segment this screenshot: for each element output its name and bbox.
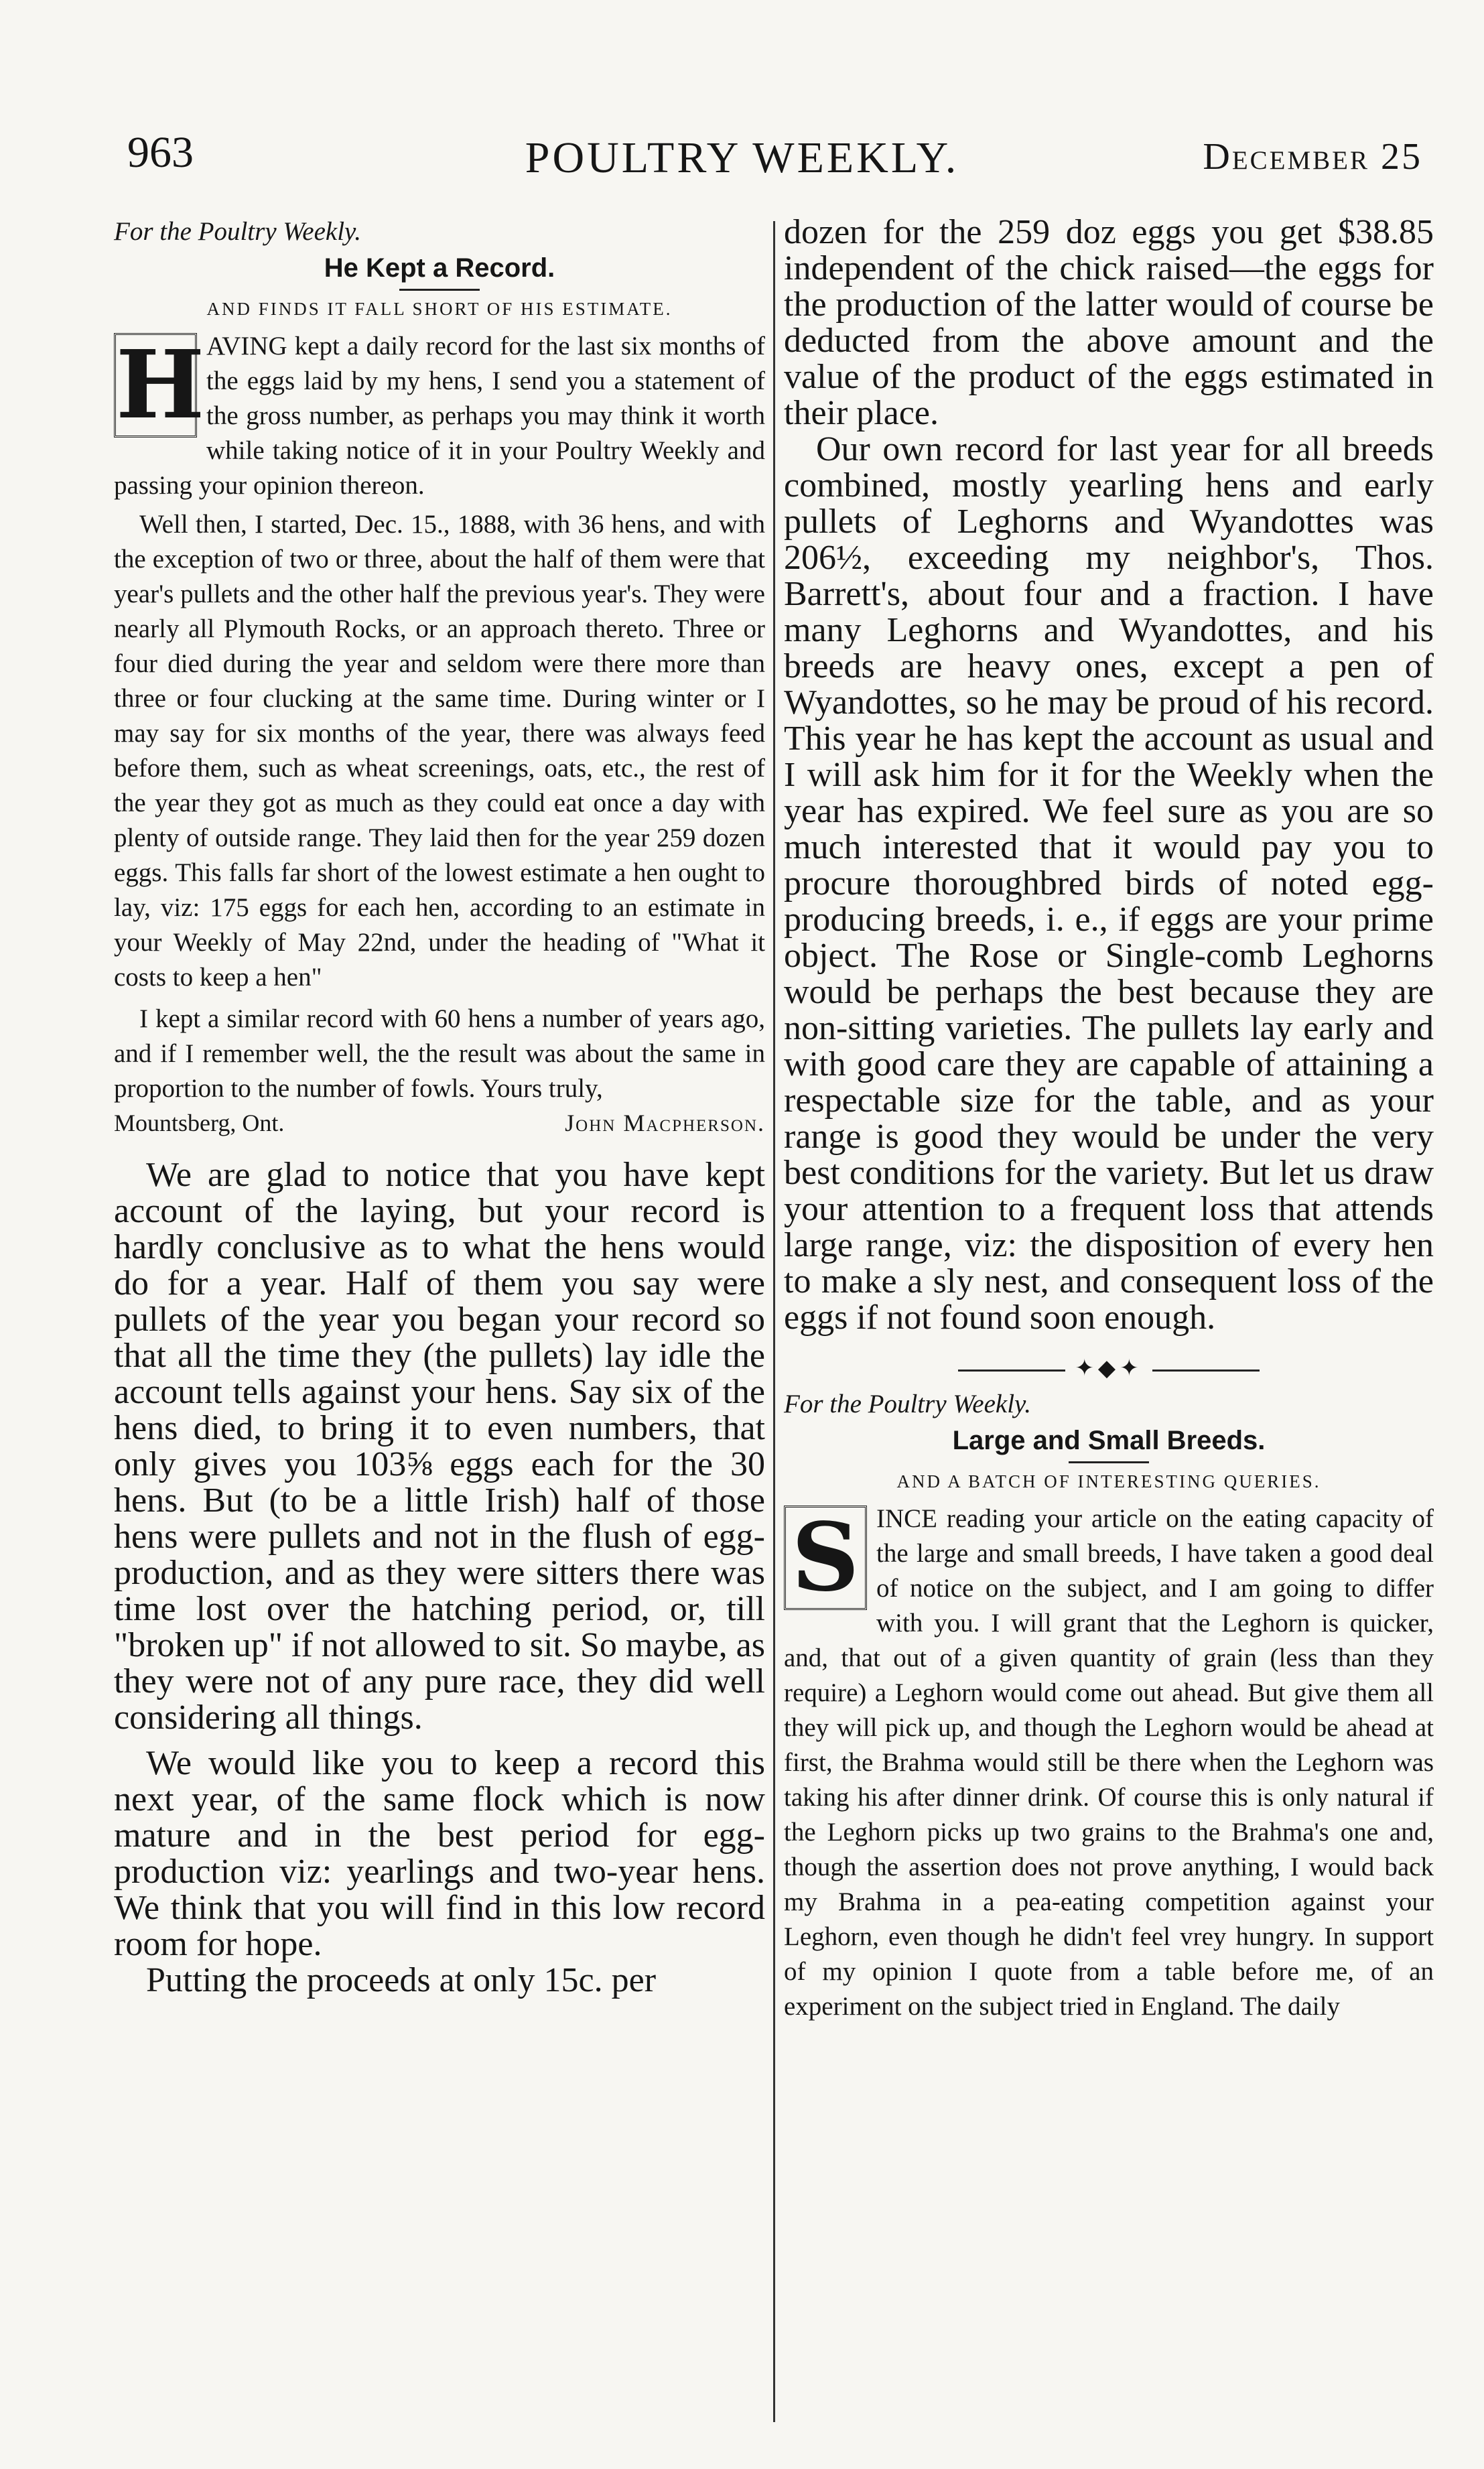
right-column [784,214,1434,2024]
issue-date: December 25 [1203,136,1422,178]
article-source-line: For the Poultry Weekly. [784,1390,1031,1418]
heading-rule [1069,1461,1149,1463]
signature-name: John Macpherson. [565,1110,765,1136]
letter-paragraph: AVING kept a daily record for the last six months of the eggs laid by my hens, I send you a statement of the gross number, as perhaps you may think it worth while taking notice of it in your Poultry Weekly and passing your opinion thereon. [114,332,765,500]
editorial-paragraph: We are glad to notice that you have kept account of the laying, but your record is hardly conclusive as to what the hens would do for a year. Half of them you say were pullets of the year you began your record so that all the time they (the pullets) lay idle the account tells against your hens. Say six of the hens died, to bring it to even numbers, that only gives you 103⅝ eggs each for the 30 hens. But (to be a little Irish) half of those hens were pullets and not in the flush of egg-production, and as they were sitters there was time lost over the hatching period, or, till "broken up" if not allowed to sit. So maybe, as they were not of any pure race, they did well considering all things. [114,1156,765,1737]
left-column [114,214,765,1999]
ornament-rule [958,1370,1065,1372]
editorial-paragraph: Our own record for last year for all breeds combined, mostly yearling hens and early pullets of Leghorns and Wyandottes was 206½, exceeding my neighbor's, Thos. Barrett's, about four and a fraction. I have many Leghorns and Wyandottes, and his breeds are heavy ones, except a pen of Wyandottes, so he may be proud of his record. This year he has kept the account as usual and I will ask him for it for the Weekly when the year has expired. We feel sure as you are so much interested that it would pay you to procure thoroughbred birds of noted egg-producing breeds, i. e., if eggs are your prime object. The Rose or Single-comb Leghorns would be perhaps the best because they are non-sitting varieties. The pullets lay early and with good care they are capable of attaining a respectable size for the table, and as your range is good they would be under the very best conditions for the variety. But let us draw your attention to a frequent loss that attends large range, viz: the disposition of every hen to make a sly nest, and consequent loss of the eggs if not found soon enough. [784,430,1434,1337]
letter-paragraph: Well then, I started, Dec. 15., 1888, with 36 hens, and with the exception of two or three, about the half of them were that year's pullets and the other half the previous year's. They were nearly all Plymouth Rocks, or an approach thereto. Three or four died during the year and seldom were there more than three or four clucking at the same time. During winter or I may say for six months of the year, there was always feed before them, such as wheat screenings, oats, etc., the rest of the year they got as much as they could eat once a day with plenty of outside range. They laid then for the year 259 dozen eggs. This falls far short of the lowest estimate a hen ought to lay, viz: 175 eggs for each hen, according to an estimate in your Weekly of May 22nd, under the heading of "What it costs to keep a hen" [114,510,765,992]
letter-signature [114,1106,765,1157]
column-divider [773,221,775,2422]
editorial-paragraph: dozen for the 259 doz eggs you get $38.85 independent of the chick raised—the eggs for the production of the latter would of course be deducted from the above amount and the value of the product of the eggs estimated in their place. [784,213,1434,432]
editorial-paragraph: Putting the proceeds at only 15c. per [146,1961,657,1999]
signature-place: Mountsberg, Ont. [114,1110,285,1136]
article-subheading: AND FINDS IT FALL SHORT OF HIS ESTIMATE. [206,299,673,319]
breeds-article [784,1387,1434,2024]
ornament-glyph: ✦◆✦ [1075,1356,1143,1381]
letter-paragraph: I kept a similar record with 60 hens a number of years ago, and if I remember well, the the result was about the same in proportion to the number of fowls. Yours truly, [114,1004,765,1103]
section-ornament [784,1355,1434,1382]
editorial-paragraph: We would like you to keep a record this next year, of the same flock which is now mature and in the best period for egg-production viz: yearlings and two-year hens. We think that you will find in this low record room for hope. [114,1744,765,1963]
article-subheading: AND A BATCH OF INTERESTING QUERIES. [896,1471,1321,1491]
drop-cap-letter: S [784,1506,867,1610]
article-paragraph: INCE reading your article on the eating capacity of the large and small breeds, I have taken a good deal of notice on the subject, and I am going to differ with you. I will grant that the Leghorn is quicker, and, that out of a given quantity of grain (less than they require) a Leghorn would come out ahead. But give them all they will pick up, and though the Leghorn would be ahead at first, the Brahma would still be there when the Leghorn was taking his after dinner drink. Of course this is only natural if the Leghorn picks up two grains to the Brahma's one and, though the assertion does not prove anything, I would back my Brahma in a pea-eating competition against your Leghorn, even though he didn't feel vrey hungry. In support of my opinion I quote from a table before me, of an experiment on the subject tried in England. The daily [784,1504,1434,2021]
page-number: 963 [127,128,194,177]
editorial-reply [114,1157,765,1999]
page-header [0,101,1484,181]
heading-rule [399,289,480,291]
ornament-rule [1152,1370,1260,1372]
publication-title: POULTRY WEEKLY. [525,133,959,182]
article-heading: He Kept a Record. [324,253,555,283]
article-source-line: For the Poultry Weekly. [114,217,361,246]
editorial-continuation [784,214,1434,1336]
article-heading: Large and Small Breeds. [952,1426,1266,1455]
letter-article [114,214,765,1157]
drop-cap-letter: H [114,333,197,438]
